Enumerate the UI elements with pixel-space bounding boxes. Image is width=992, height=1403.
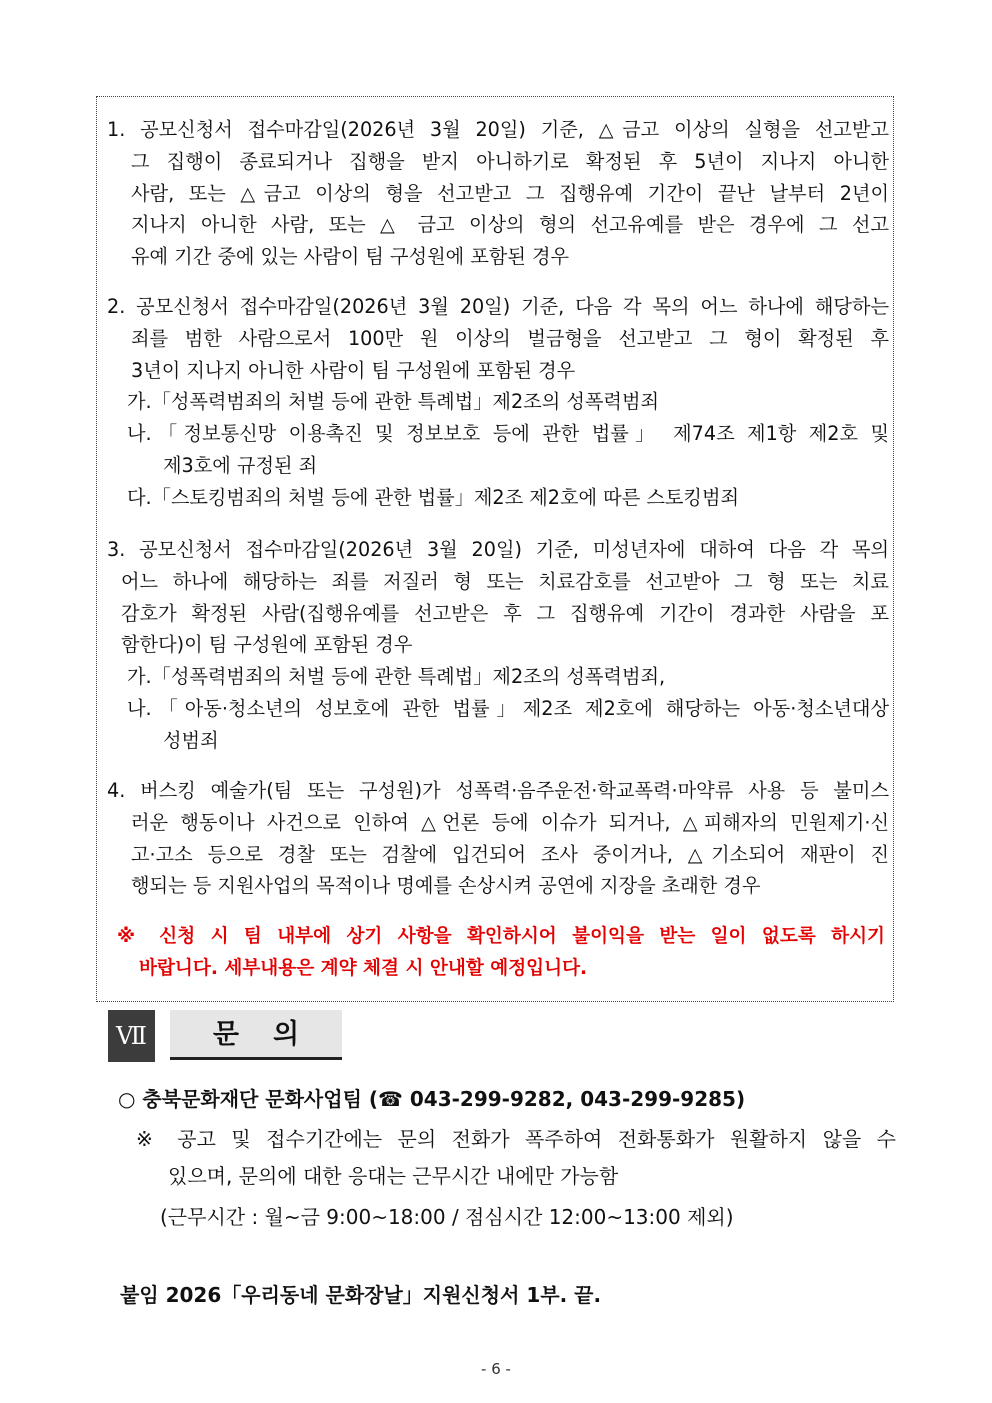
item-line: 3. 공모신청서 접수마감일(2026년 3월 20일) 기준, 미성년자에 대하여 다음 각 목의 (107, 538, 889, 561)
business-hours: (근무시간 : 월~금 9:00~18:00 / 점심시간 12:00~13:00 제외) (160, 1205, 734, 1229)
item-1 (107, 114, 889, 273)
item-line: 사람, 또는 △금고 이상의 형을 선고받고 그 집행유예 기간이 끝난 날부터 2년이 (131, 181, 889, 205)
item-line: 죄를 범한 사람으로서 100만 원 이상의 벌금형을 선고받고 그 형이 확정된 후 (131, 326, 889, 350)
sub-item: 나.「아동·청소년의 성보호에 관한 법률」제2조 제2호에 해당하는 아동·청소년대상 (127, 696, 889, 720)
contact-note: 있으며, 문의에 대한 응대는 근무시간 내에만 가능함 (168, 1164, 619, 1188)
item-line: 고·고소 등으로 경찰 또는 검찰에 입건되어 조사 중이거나, △기소되어 재판이 진 (131, 842, 889, 866)
item-4 (107, 775, 889, 902)
disqualification-box (96, 96, 894, 1002)
sub-item: 다.「스토킹범죄의 처벌 등에 관한 법률」제2조 제2호에 따른 스토킹범죄 (127, 485, 740, 509)
contact-info: ○ 충북문화재단 문화사업팀 (☎ 043-299-9282, 043-299-9285) (118, 1087, 746, 1111)
section-title: 문의 (170, 1010, 342, 1060)
item-3 (107, 534, 889, 757)
item-line: 러운 행동이나 사건으로 인하여 △언론 등에 이슈가 되거나, △피해자의 민원제기·신 (131, 810, 889, 834)
item-line: 유예 기간 중에 있는 사람이 팀 구성원에 포함된 경우 (131, 245, 570, 269)
sub-item: 나.「정보통신망 이용촉진 및 정보보호 등에 관한 법률」 제74조 제1항 제2호 및 (127, 422, 889, 446)
sub-item: 성범죄 (163, 728, 219, 752)
sub-item: 제3호에 규정된 죄 (163, 453, 318, 477)
page-number: - 6 - (481, 1360, 511, 1378)
item-line: 함한다)이 팀 구성원에 포함된 경우 (121, 633, 413, 657)
item-line: 1. 공모신청서 접수마감일(2026년 3월 20일) 기준, △금고 이상의 실형을 선고받고 (107, 118, 889, 141)
item-line: 4. 버스킹 예술가(팀 또는 구성원)가 성폭력·음주운전·학교폭력·마약류 사용 등 불미스 (107, 779, 889, 802)
sub-item: 가.「성폭력범죄의 처벌 등에 관한 특례법」제2조의 성폭력범죄 (127, 390, 660, 414)
sub-item: 가.「성폭력범죄의 처벌 등에 관한 특례법」제2조의 성폭력범죄, (127, 665, 666, 689)
notice-line: ※ 신청 시 팀 내부에 상기 사항을 확인하시어 불이익을 받는 일이 없도록 하시기 (117, 926, 885, 947)
red-notice (117, 921, 885, 984)
item-line: 지나지 아니한 사람, 또는 △ 금고 이상의 형의 선고유예를 받은 경우에 그 선고 (131, 213, 889, 237)
item-line: 감호가 확정된 사람(집행유예를 선고받은 후 그 집행유예 기간이 경과한 사람을 포 (121, 601, 889, 625)
item-line: 행되는 등 지원사업의 목적이나 명예를 손상시켜 공연에 지장을 초래한 경우 (131, 874, 761, 898)
attachment-line: 붙임 2026「우리동네 문화장날」지원신청서 1부. 끝. (120, 1283, 602, 1307)
item-line: 그 집행이 종료되거나 집행을 받지 아니하기로 확정된 후 5년이 지나지 아니한 (131, 149, 889, 173)
item-line: 3년이 지나지 아니한 사람이 팀 구성원에 포함된 경우 (131, 358, 576, 382)
contact-note: ※ 공고 및 접수기간에는 문의 전화가 폭주하여 전화통화가 원활하지 않을 수 (136, 1127, 896, 1151)
item-2 (107, 291, 889, 514)
item-line: 어느 하나에 해당하는 죄를 저질러 형 또는 치료감호를 선고받아 그 형 또는 치료 (121, 569, 889, 593)
notice-line: 바랍니다. 세부내용은 계약 체결 시 안내할 예정입니다. (139, 957, 588, 979)
section-number-badge: Ⅶ (108, 1010, 155, 1062)
item-line: 2. 공모신청서 접수마감일(2026년 3월 20일) 기준, 다음 각 목의 어느 하나에 해당하는 (107, 295, 889, 318)
